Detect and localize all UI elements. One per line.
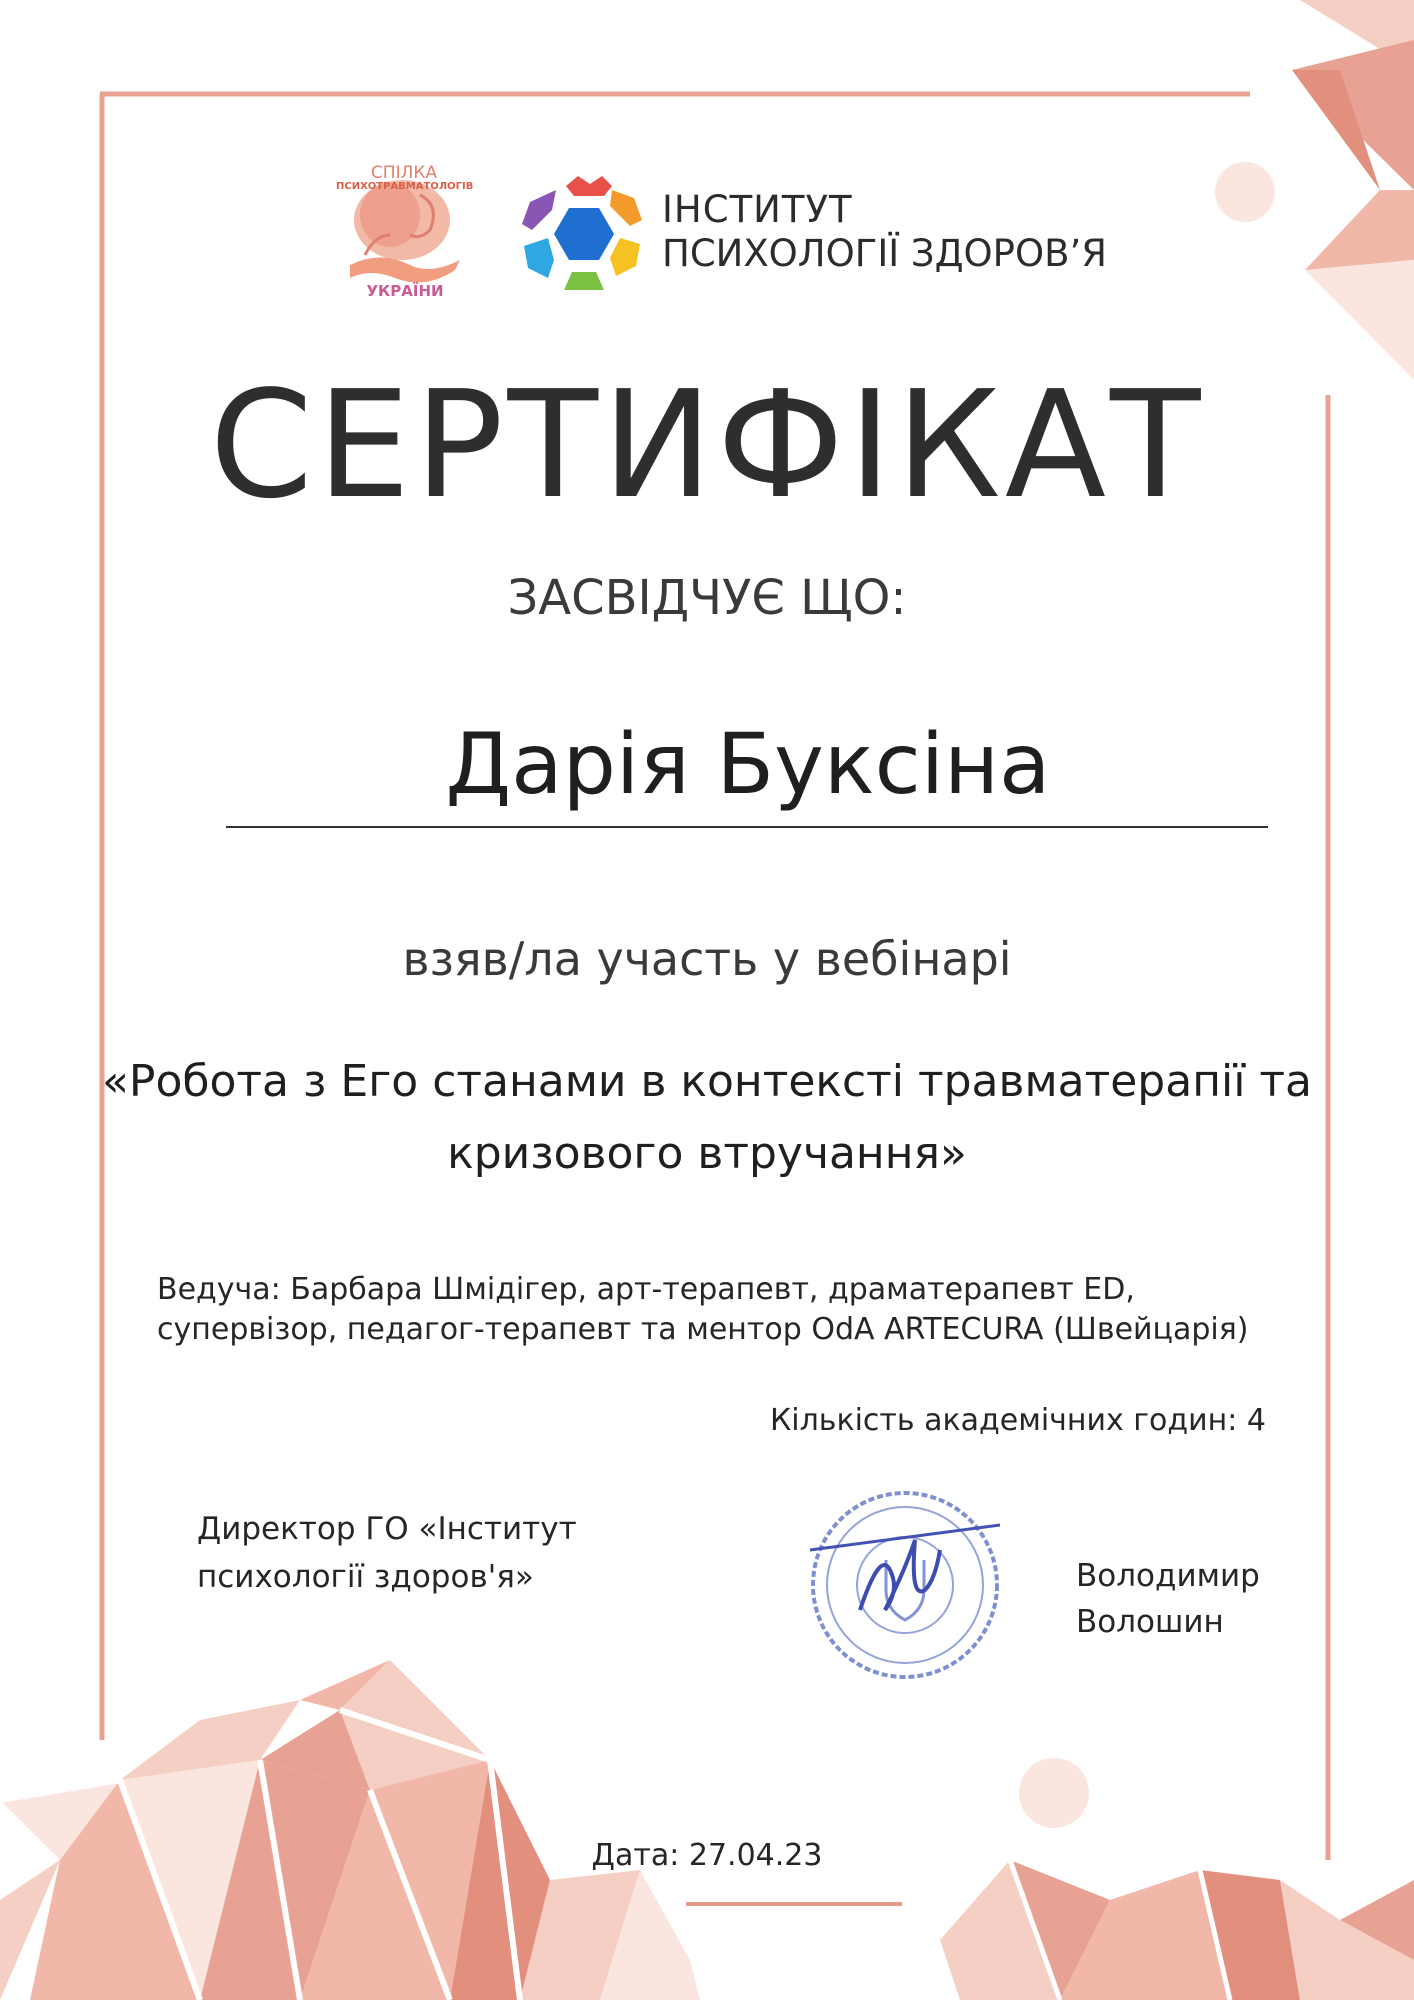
recipient-underline	[226, 826, 1268, 828]
decorative-circle	[1215, 162, 1275, 222]
colorful-flower-hexagon-icon	[522, 176, 646, 292]
signer-name	[1076, 1553, 1276, 1645]
director-title: Директор ГО «Інститут психології здоров'я»	[197, 1511, 577, 1595]
certificate-subtitle: ЗАСВІДЧУЄ ЩО:	[507, 570, 907, 626]
participation-text: взяв/ла участь у вебінарі	[402, 932, 1012, 986]
academic-hours: Кількість академічних годин: 4	[769, 1403, 1266, 1438]
round-seal-with-signature-icon	[800, 1480, 1010, 1690]
institute-logo-line2: ПСИХОЛОГІЇ ЗДОРОВ’Я	[662, 232, 1107, 275]
presenter-info: Ведуча: Барбара Шмідігер, арт-терапевт, драматерапевт ED, супервізор, педагог-терапевт та ментор OdA ARTECURA (Швейцарія)	[157, 1272, 1249, 1347]
corner-triangle	[1305, 190, 1414, 270]
date-underline	[686, 1902, 902, 1906]
union-logo-line2: ПСИХОТРАВМАТОЛОГІВ	[336, 181, 474, 192]
signer-first-name: Володимир	[1076, 1558, 1260, 1594]
recipient-name: Дарія Буксіна	[445, 715, 1051, 813]
certificate-date: Дата: 27.04.23	[591, 1838, 823, 1873]
decorative-circle	[1019, 1758, 1089, 1828]
union-logo-line1: СПІЛКА	[370, 163, 438, 183]
certificate-title: СЕРТИФІКАТ	[209, 359, 1205, 531]
webinar-title: «Робота з Его станами в контексті травматерапії та кризового втручання»	[102, 1056, 1312, 1179]
signer-last-name: Волошин	[1076, 1604, 1224, 1640]
institute-logo-line1: ІНСТИТУТ	[662, 188, 853, 231]
union-logo-line3: УКРАЇНИ	[366, 282, 444, 300]
